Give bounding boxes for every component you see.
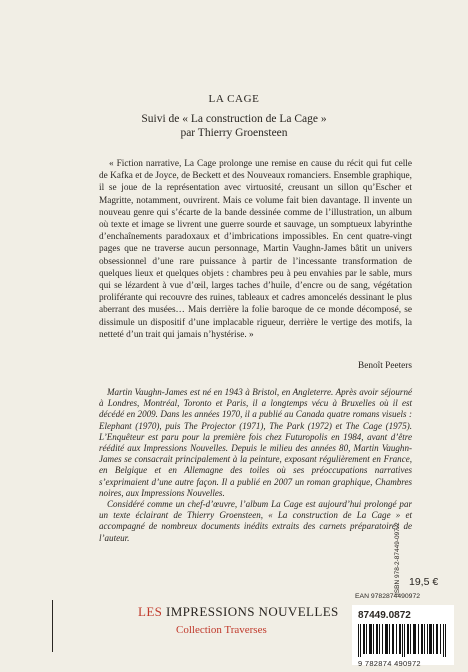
quote-author: Benoît Peeters (358, 361, 412, 371)
barcode-bottom-number: 9 782874 490972 (358, 659, 421, 668)
subtitle-line-2: par Thierry Groensteen (180, 127, 288, 139)
review-quote: « Fiction narrative, La Cage prolonge une remise en cause du récit qui fut celle de Kafka et de Joyce, de Beckett et des Nouveaux romanciers. Ensemble graphique, il se joue de la représentation avec virtuosité, creusant un sillon qu’Escher et Magritte, notamment, ouvrirent. Mais ce volume fait bien davantage. Il invente un nouveau genre qui s’écarte de la bande dessinée comme de l’illustration, un album où texte et image se livrent une guerre sourde et sauvage, un somptueux labyrinthe d’enchaînements paradoxaux et d’imbrications impossibles. En cent quatre-vingt pages que ne traverse aucun personnage, Martin Vaughn-James bâtit un univers obsessionnel d’une rare puissance à partir de l’incessante transformation de quelques lieux et quelques objets : chambres peu à peu envahies par le sable, murs qui se lézardent à vue d’œil, larges taches d’huile, d’encre ou de sang, végétation proliférante qui recouvre des ruines, tableaux et cadres amoncelés dessinant le plus aberrant des musées… Mais derrière la folie baroque de ce monde décomposé, se dissimule un dispositif d’une implacable rigueur, derrière le vertige des motifs, la netteté d’un trait qui jamais n’hystérise. » (99, 159, 412, 340)
bio-paragraph-1: Martin Vaughn-James est né en 1943 à Bristol, en Angleterre. Après avoir séjourné à Londres, Montréal, Toronto et Paris, il a longtemps vécu à Bruxelles où il est décédé en 2009. Dans les années 1970, il a publié au Canada quatre romans visuels : Elephant (1970), puis The Projector (1971), The Park (1972) et The Cage (1975). L’Enquêteur est paru pour la première fois chez Futuropolis en 1984, avant d’être réédité aux Impressions Nouvelles. Depuis le milieu des années 80, Martin Vaughn-James se consacrait principalement à la peinture, exposant régulièrement en France, en Belgique et en Allemagne des toiles où ses préoccupations narratives s’exprimaient d’une autre façon. Il a publié en 2007 un roman graphique, Chambres noires, aux Impressions Nouvelles. (99, 387, 412, 498)
publisher-name: IMPRESSIONS NOUVELLES (165, 604, 339, 619)
book-title: LA CAGE (208, 93, 260, 105)
publisher-logo (138, 604, 339, 620)
author-biography (99, 387, 412, 544)
publisher-les: LES (138, 604, 163, 619)
collection-name: Collection Traverses (176, 624, 267, 636)
barcode-icon (358, 624, 448, 657)
book-subtitle (0, 112, 468, 140)
barcode-top-number: 87449.0872 (358, 610, 411, 621)
publisher-rule (52, 600, 53, 652)
ean-code: EAN 9782874490972 (355, 593, 421, 600)
subtitle-line-1: Suivi de « La construction de La Cage » (141, 113, 327, 125)
bio-paragraph-2: Considéré comme un chef-d’œuvre, l’album La Cage est aujourd’hui prolongé par un texte éclairant de Thierry Groensteen, « La construction de La Cage » et accompagné de nombreux documents inédits extraits des carnets préparatoires de l’auteur. (99, 499, 412, 543)
price: 19,5 € (409, 576, 439, 588)
isbn: ISBN 978-2-87449-097-2 (394, 522, 401, 595)
